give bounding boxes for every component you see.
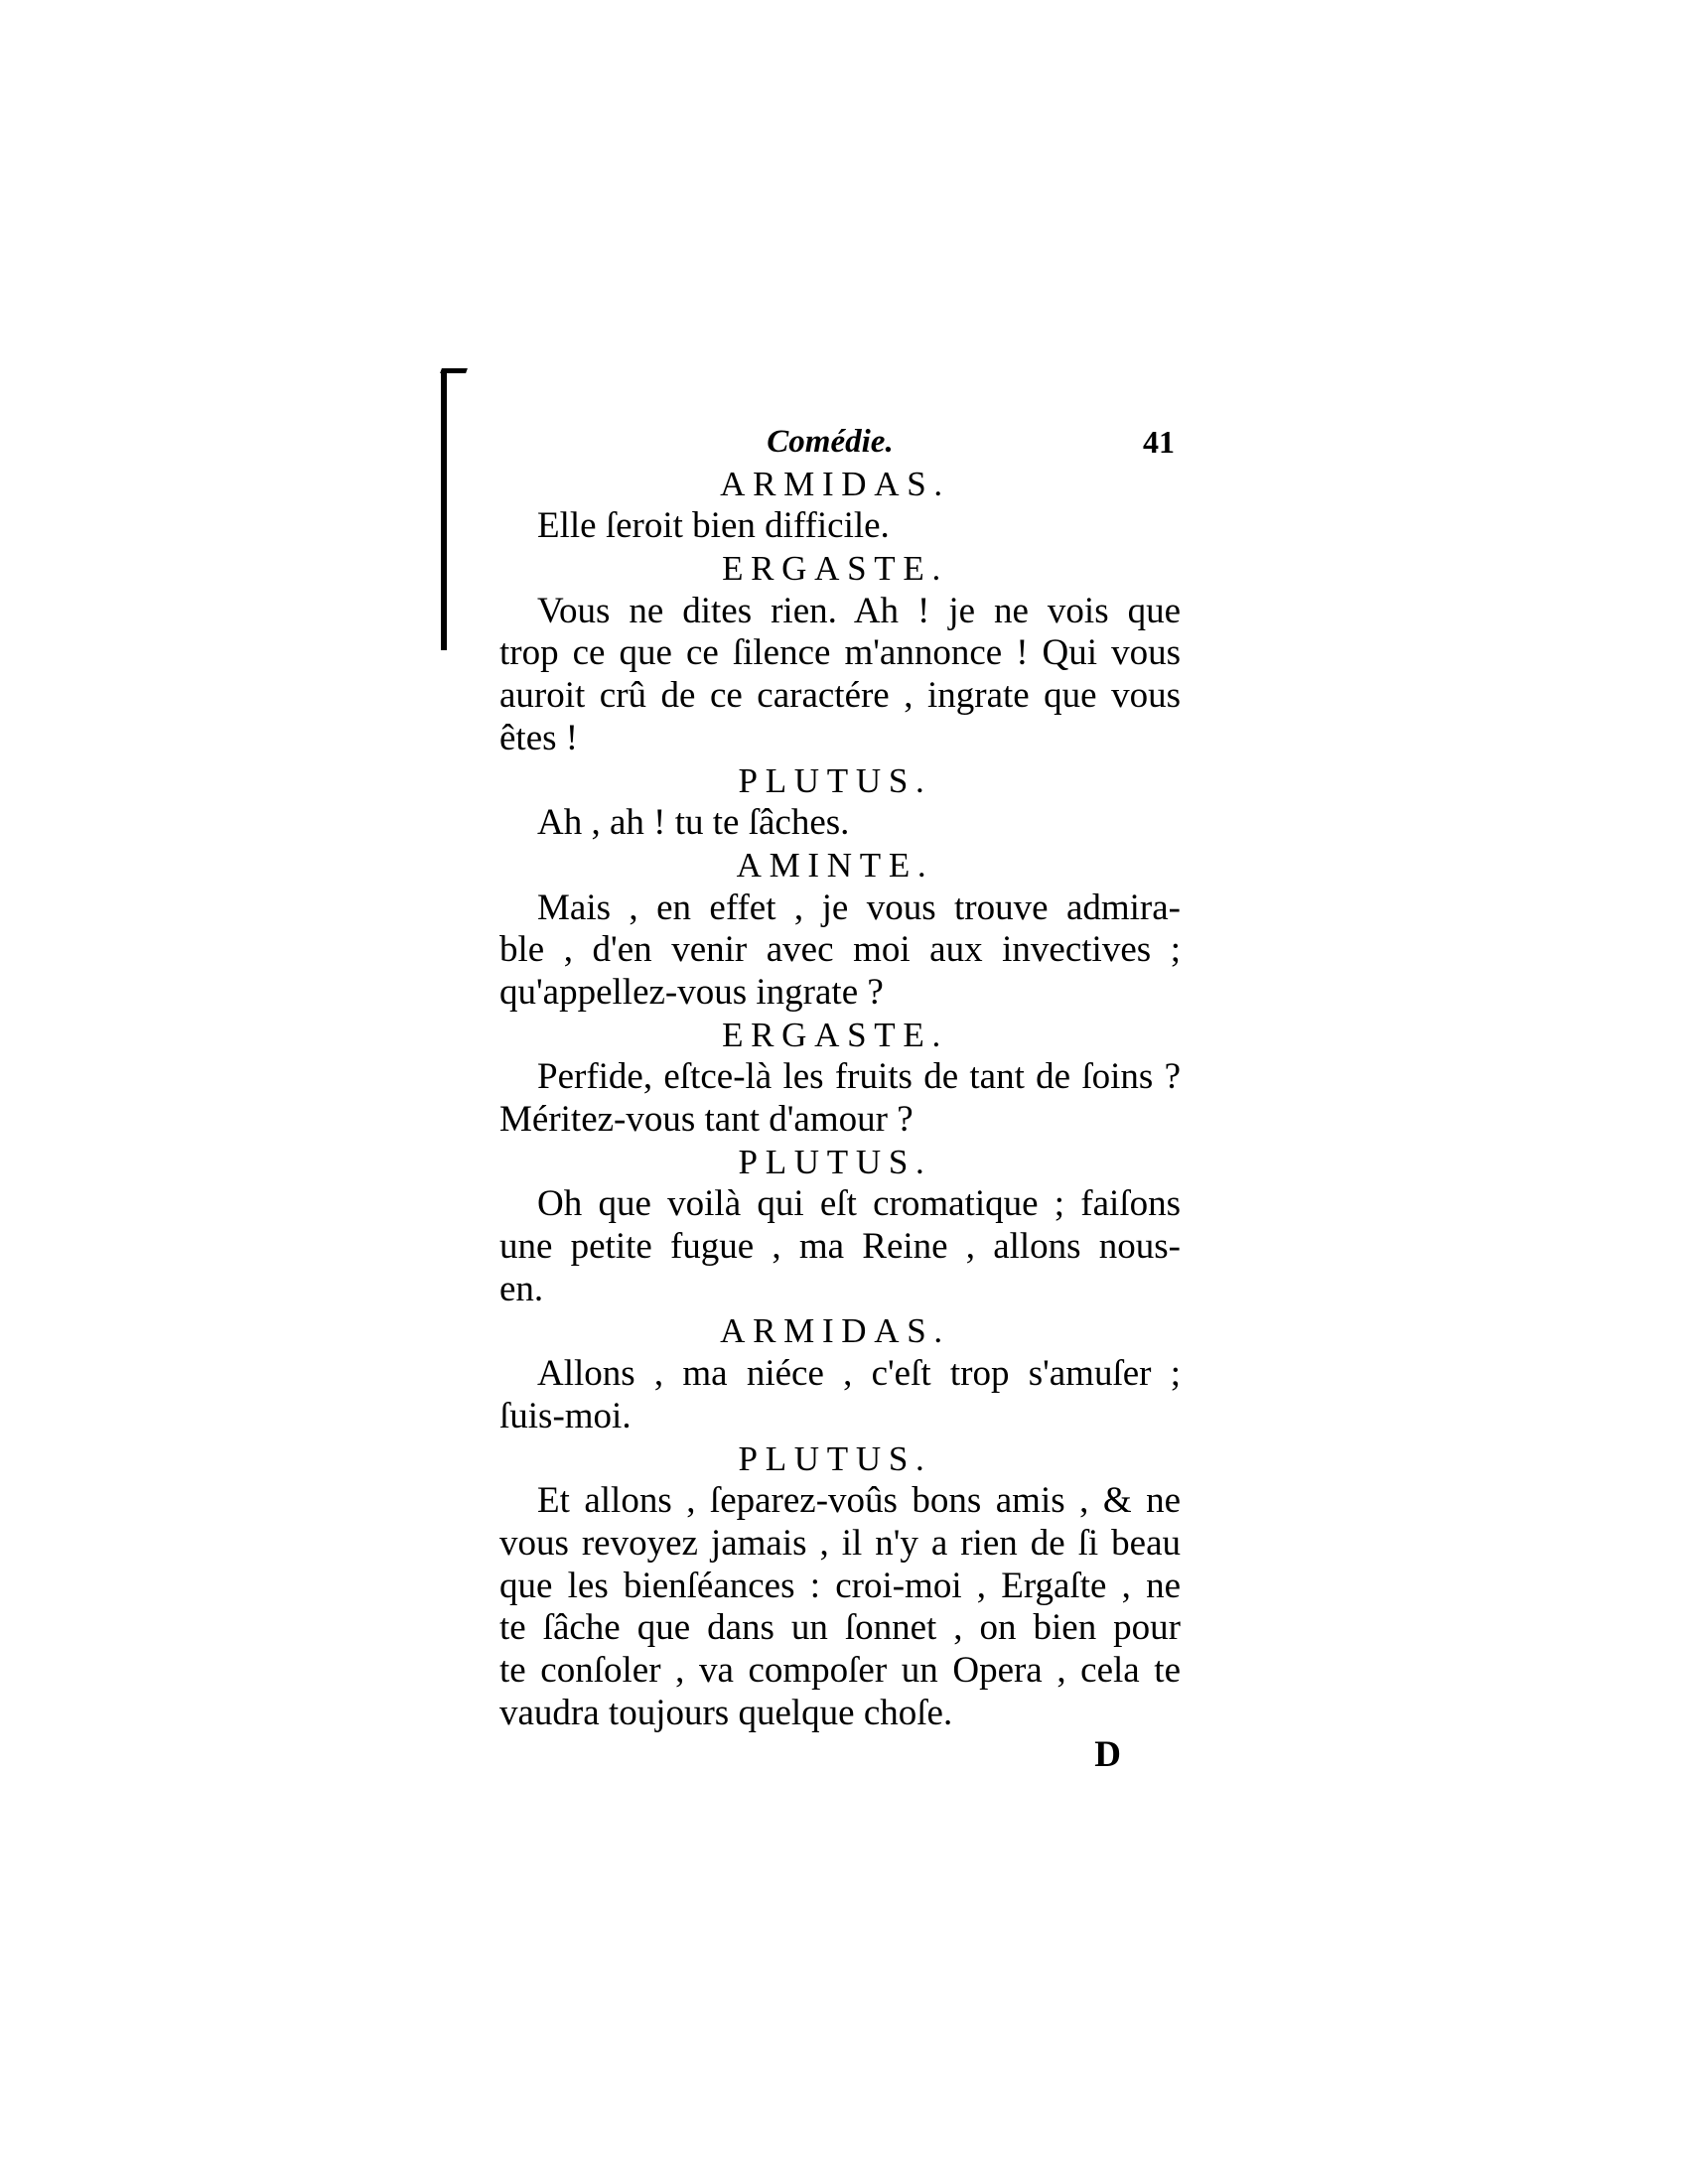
text-line: en. (499, 1268, 544, 1309)
text-line: que les bienſéances : croi-moi , Ergaſte , ne (499, 1565, 1181, 1606)
text-line: Méritez-vous tant d'amour ? (499, 1099, 914, 1140)
speaker-name: PLUTUS. (738, 760, 932, 800)
page-margin-bar-top (440, 368, 468, 373)
text-line: vous revoyez jamais , il n'y a rien de ſi beau (499, 1522, 1181, 1564)
speech (499, 760, 1181, 845)
text-line: Et allons , ſeparez-voûs bons amis , & ne (537, 1480, 1181, 1522)
catchword: D (1094, 1734, 1121, 1776)
page-margin-bar (441, 370, 447, 650)
speech (499, 548, 1181, 759)
text-line: Elle ſeroit bien difficile. (537, 505, 890, 547)
text-line: Vous ne dites rien. Ah ! je ne vois que (537, 590, 1181, 631)
text-line: ſuis-moi. (499, 1395, 632, 1436)
text-line: trop ce que ce ſilence m'annonce ! Qui vous (499, 632, 1181, 674)
dialogue (499, 464, 1181, 1735)
speaker-name: ARMIDAS. (720, 1311, 950, 1351)
text-line: Perfide, eſtce-là les fruits de tant de ſoins ? (537, 1056, 1181, 1098)
speaker-name: ERGASTE. (722, 549, 948, 589)
text-line: Oh que voilà qui eſt cromatique ; faiſons (537, 1183, 1181, 1225)
speaker-name: PLUTUS. (738, 1142, 932, 1181)
page-number: 41 (1143, 424, 1175, 460)
text-line: une petite fugue , ma Reine , allons nous- (499, 1226, 1181, 1268)
text-line: Ah , ah ! tu te ſâches. (537, 802, 850, 844)
speaker-name: PLUTUS. (738, 1438, 932, 1478)
text-line: qu'appellez-vous ingrate ? (499, 971, 884, 1013)
text-line: êtes ! (499, 717, 579, 758)
running-title: Comédie. (767, 424, 894, 460)
speaker-name: AMINTE. (736, 845, 934, 885)
book-page (499, 421, 1181, 1777)
text-line: Allons , ma niéce , c'eſt trop s'amuſer ; (537, 1353, 1181, 1395)
text-line: auroit crû de ce caractére , ingrate que vous (499, 675, 1181, 717)
speech (499, 464, 1181, 548)
text-line: vaudra toujours quelque choſe. (499, 1692, 953, 1733)
speaker-name: ARMIDAS. (720, 464, 950, 503)
text-line: te ſâche que dans un ſonnet , on bien pour (499, 1607, 1181, 1649)
text-line: te conſoler , va compoſer un Opera , cela te (499, 1649, 1181, 1691)
text-line: Mais , en effet , je vous trouve admira- (537, 887, 1181, 928)
speech (499, 1310, 1181, 1437)
page-header (499, 421, 1181, 464)
speaker-name: ERGASTE. (722, 1015, 948, 1054)
speech (499, 1142, 1181, 1311)
text-line: ble , d'en venir avec moi aux invectives ; (499, 929, 1181, 971)
speech (499, 1438, 1181, 1735)
speech (499, 1015, 1181, 1142)
speech (499, 845, 1181, 1015)
